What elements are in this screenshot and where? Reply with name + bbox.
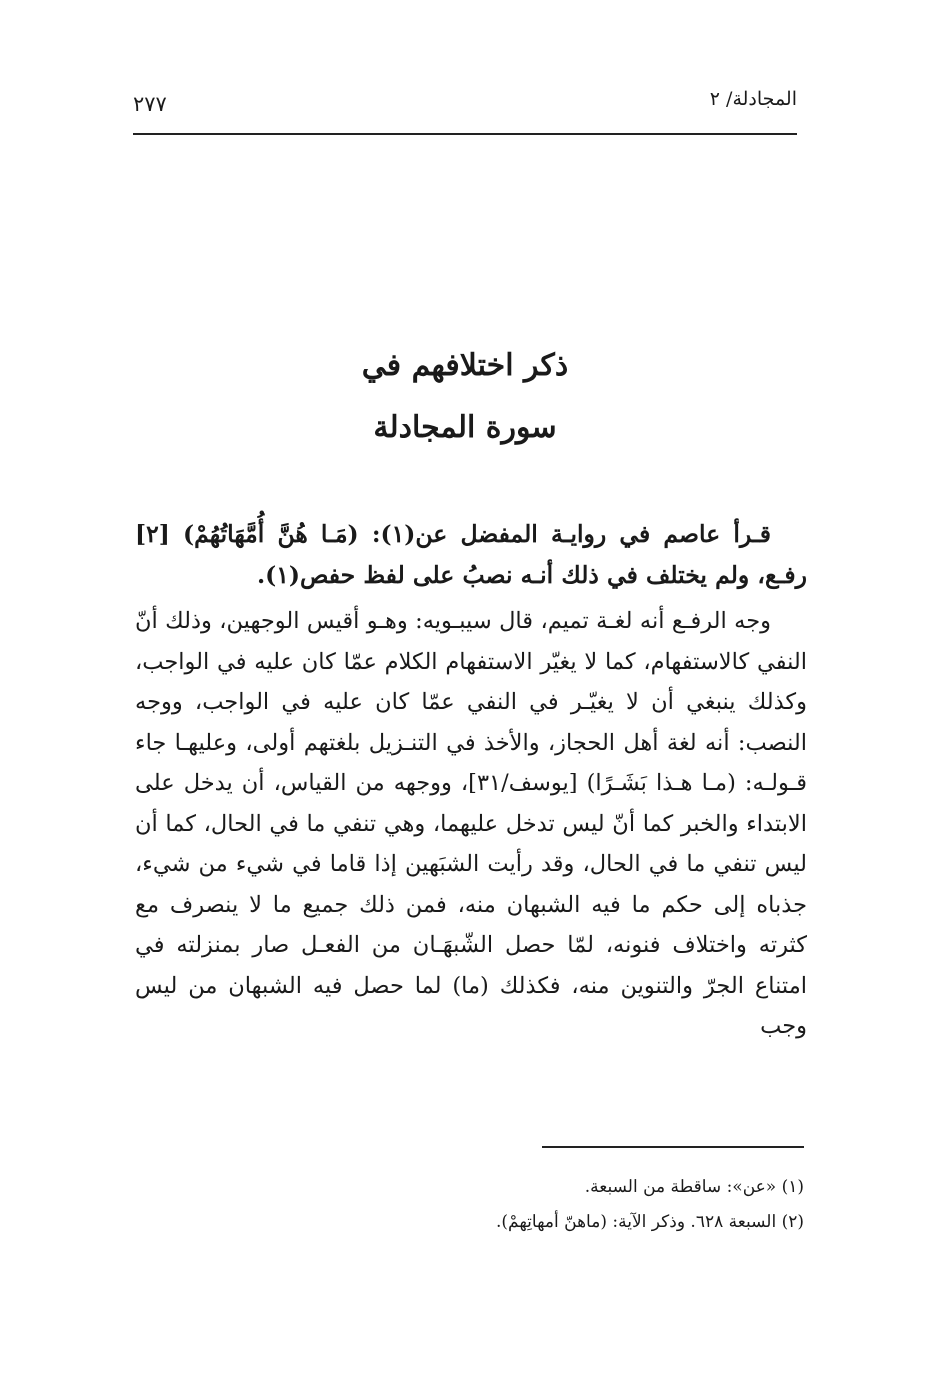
header-divider	[133, 133, 797, 135]
running-header	[133, 88, 797, 120]
footnote-1: (١) «عن»: ساقطة من السبعة.	[584, 1177, 804, 1197]
page-number: ٢٧٧	[133, 92, 167, 116]
second-paragraph: وجه الرفـع أنه لغـة تميم، قال سيبـويه: وهـو أقيس الوجهين، وذلك أنّ النفي كالاستفهام، كما لا يغيّر الاستفهام الكلام عمّا كان عليه في الواجب، وكذلك ينبغي أن لا يغيّـر في النفي عمّا كان عليه في الواجب، ووجه النصب: أنه لغة أهل الحجاز، والأخذ في التنـزيل بلغتهم أولى، وعليهـا جاء قـولـه: (مـا هـذا بَشَـرًا) [يوسف/٣١]، ووجهه من القياس، أن يدخل على الابتداء والخبر كما أنّ ليس تدخل عليهما، وهي تنفي ما في الحال، كما أن ليس تنفي ما في الحال، وقد رأيت الشبَهين إذا قاما في شيء من شيء، جذباه إلى حكم ما فيه الشبهان منه، فمن ذلك جميع ما لا ينصرف مع كثرته واختلاف فنونه، لمّا حصل الشّبهَـان من الفعـل صار بمنزلته في امتناع الجرّ والتنوين منه، فكذلك (ما) لما حصل فيه الشبهان من ليس وجب	[135, 608, 807, 1039]
chapter-title-line-2: سورة المجادلة	[373, 410, 557, 445]
footnote-2: (٢) السبعة ٦٢٨. وذكر الآية: (ماهنّ أمهاتِهمْ).	[495, 1212, 804, 1232]
first-paragraph: قـرأ عاصم في روايـة المفضل عن(١): (مَـا هُنَّ أُمَّهَاتُهُمْ) [٢] رفـع، ولم يختلف في ذلك أنـه نصبُ على لفظ حفص(١).	[135, 520, 807, 589]
footnotes	[200, 1170, 804, 1240]
footnote-divider	[542, 1146, 804, 1148]
main-text	[135, 514, 807, 1047]
chapter-label: المجادلة/ ٢	[709, 88, 797, 110]
chapter-title-line-1: ذكر اختلافهم في	[361, 348, 569, 383]
